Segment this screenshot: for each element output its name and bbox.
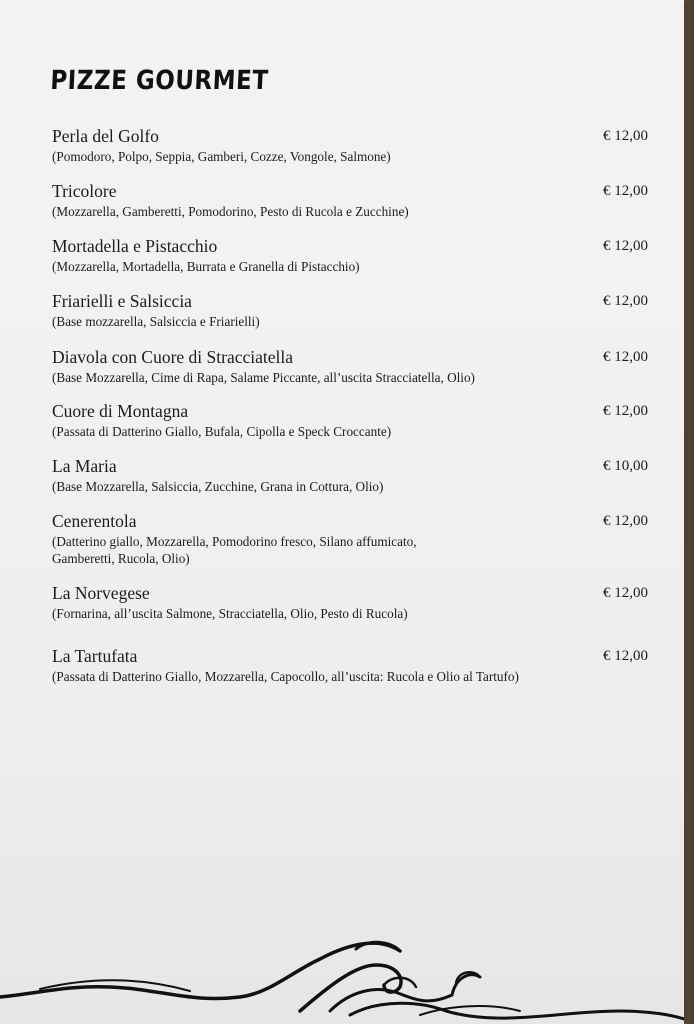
item-price: € 12,00 (603, 349, 648, 365)
item-description: (Base mozzarella, Salsiccia e Friarielli) (52, 314, 260, 329)
item-description: (Mozzarella, Mortadella, Burrata e Granella di Pistacchio) (52, 259, 360, 274)
list-item (52, 347, 648, 386)
wave-icon (0, 915, 684, 1024)
item-description: (Base Mozzarella, Salsiccia, Zucchine, Grana in Cottura, Olio) (52, 479, 384, 494)
item-price: € 12,00 (603, 513, 648, 529)
item-price: € 12,00 (603, 648, 648, 664)
item-name: Mortadella e Pistacchio (52, 236, 218, 256)
list-item (52, 646, 648, 685)
page-title: PIZZE GOURMET (49, 66, 270, 96)
item-name: La Tartufata (52, 646, 138, 666)
list-item (52, 181, 648, 220)
list-item (52, 401, 648, 440)
item-description: (Fornarina, all’uscita Salmone, Stracciatella, Olio, Pesto di Rucola) (52, 606, 408, 621)
item-name: Diavola con Cuore di Stracciatella (52, 347, 294, 367)
item-description: (Datterino giallo, Mozzarella, Pomodorino fresco, Silano affumicato, Gamberetti, Rucola, Olio) (52, 534, 417, 566)
list-item (52, 583, 648, 622)
item-description: (Base Mozzarella, Cime di Rapa, Salame Piccante, all’uscita Stracciatella, Olio) (52, 370, 475, 385)
list-item (52, 511, 648, 567)
item-name: Cenerentola (52, 511, 137, 531)
item-description: (Passata di Datterino Giallo, Bufala, Cipolla e Speck Croccante) (52, 424, 392, 439)
item-price: € 12,00 (603, 238, 648, 254)
item-name: Cuore di Montagna (52, 401, 189, 421)
item-description: (Mozzarella, Gamberetti, Pomodorino, Pesto di Rucola e Zucchine) (52, 204, 409, 219)
item-name: La Maria (52, 456, 117, 476)
item-price: € 12,00 (603, 128, 648, 144)
item-name: Friarielli e Salsiccia (52, 291, 192, 311)
list-item (52, 291, 648, 330)
item-price: € 12,00 (603, 403, 648, 419)
item-description: (Passata di Datterino Giallo, Mozzarella, Capocollo, all’uscita: Rucola e Olio al Tartufo) (52, 669, 519, 684)
list-item (52, 456, 648, 495)
item-description: (Pomodoro, Polpo, Seppia, Gamberi, Cozze, Vongole, Salmone) (52, 149, 391, 164)
list-item (52, 126, 648, 165)
item-price: € 12,00 (603, 183, 648, 199)
item-price: € 12,00 (603, 585, 648, 601)
item-name: Perla del Golfo (52, 126, 159, 146)
item-name: Tricolore (52, 181, 117, 201)
item-name: La Norvegese (52, 583, 150, 603)
list-item (52, 236, 648, 275)
item-price: € 12,00 (603, 293, 648, 309)
item-price: € 10,00 (603, 458, 648, 474)
